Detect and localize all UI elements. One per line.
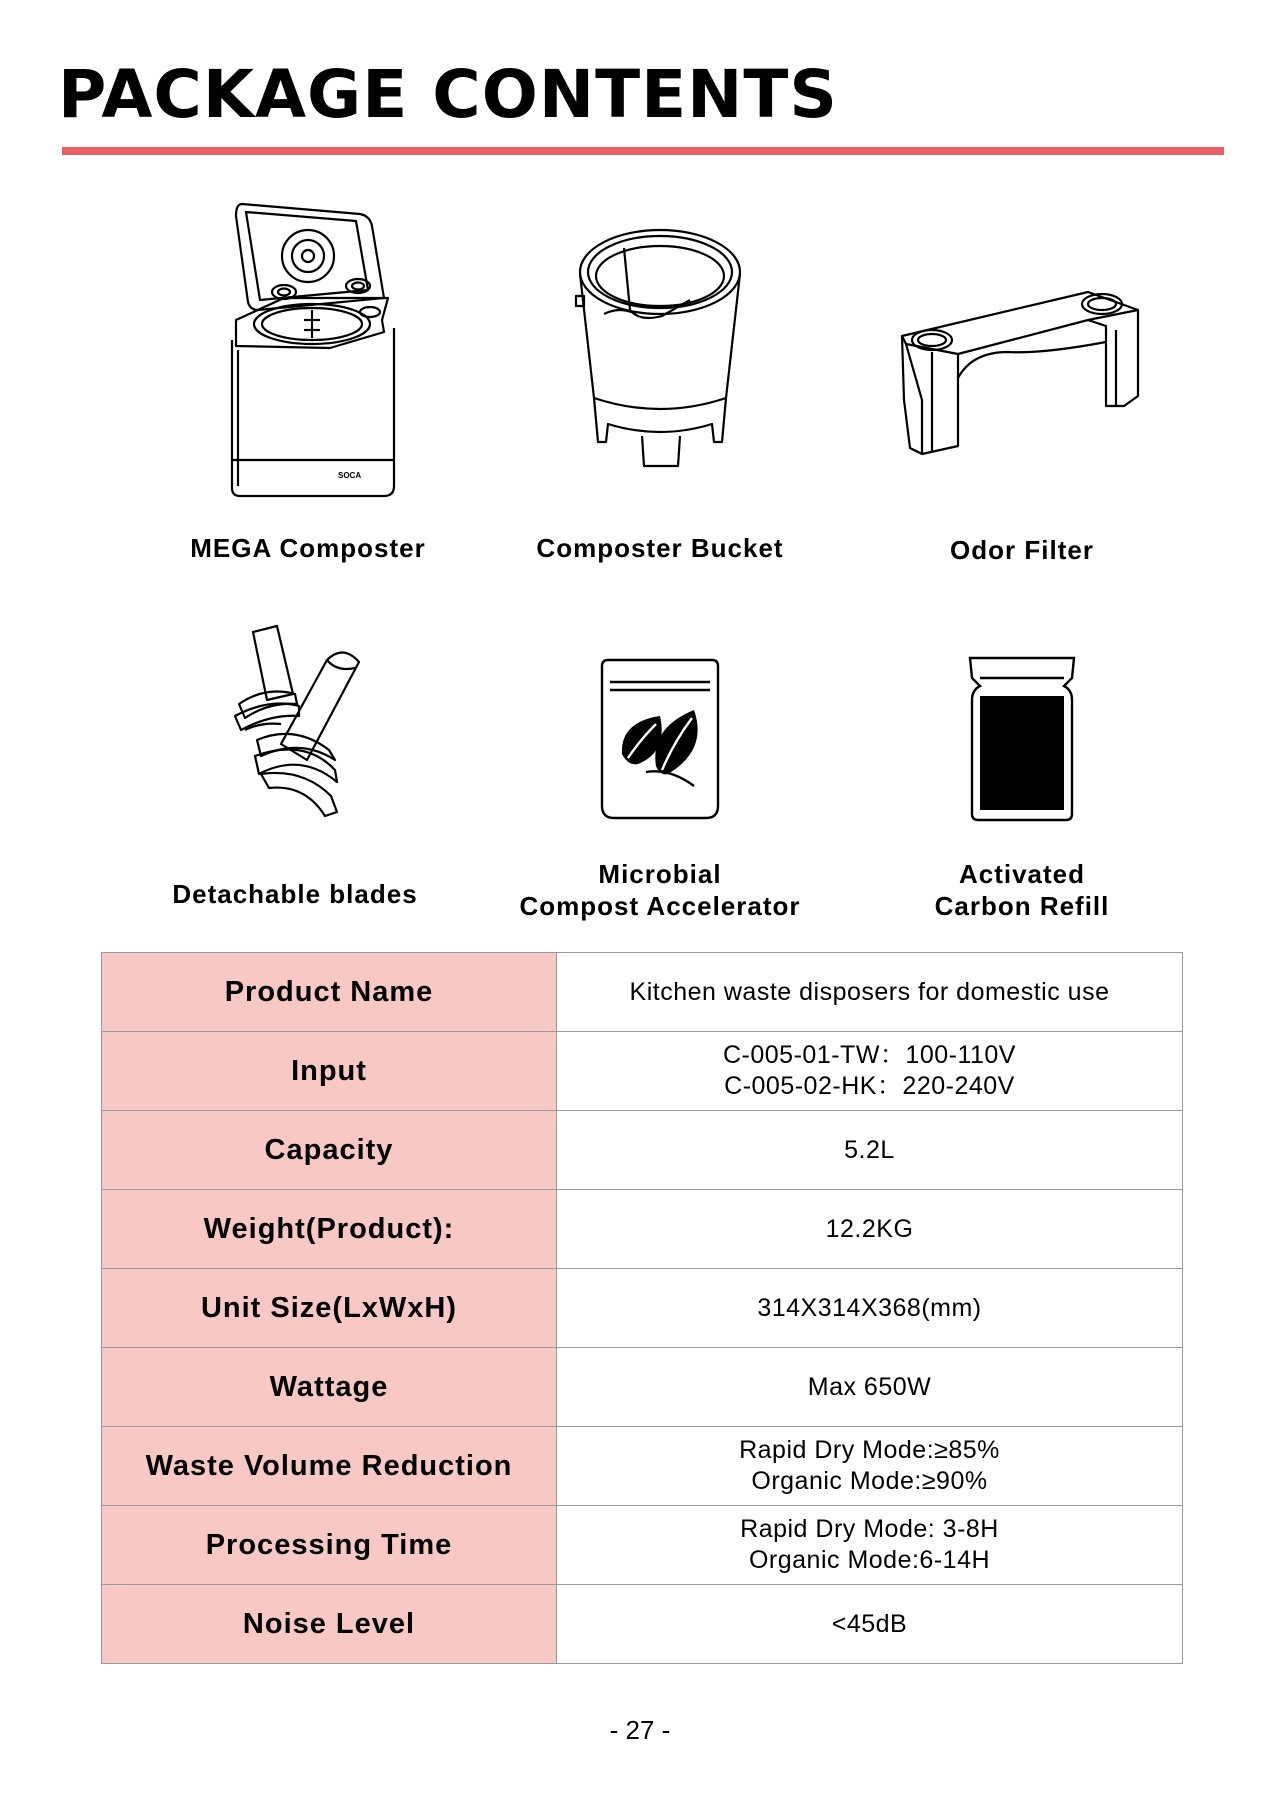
spec-value	[557, 1032, 1183, 1111]
spec-row-weight	[102, 1190, 1183, 1269]
spec-value-line: 314X314X368(mm)	[757, 1293, 982, 1322]
spec-value-line: C-005-01-TW：100-110V	[723, 1041, 1016, 1069]
spec-row-capacity	[102, 1111, 1183, 1190]
spec-value	[557, 1348, 1183, 1427]
item-label-line-2: Compost Accelerator	[519, 891, 801, 921]
spec-value-line: Rapid Dry Mode: 3-8H	[740, 1515, 999, 1543]
spec-row-waste-volume-reduction	[102, 1427, 1183, 1506]
spec-value-line: <45dB	[831, 1609, 908, 1638]
spec-key: Noise Level	[102, 1585, 557, 1664]
item-label-mega-composter: MEGA Composter	[190, 533, 426, 563]
spec-key: Capacity	[102, 1111, 557, 1190]
item-label-compost-accelerator	[480, 858, 840, 922]
spec-row-product-name	[102, 953, 1183, 1032]
spec-key: Weight(Product):	[102, 1190, 557, 1269]
spec-value	[557, 1585, 1183, 1664]
spec-value-line: C-005-02-HK：220-240V	[724, 1072, 1015, 1100]
leaf-pouch-icon	[590, 656, 730, 824]
odor-filter-icon	[892, 280, 1152, 470]
item-label-line-1: Activated	[958, 859, 1086, 889]
spec-value-line: Organic Mode:≥90%	[751, 1467, 988, 1495]
bucket-icon	[550, 210, 770, 480]
spec-row-wattage	[102, 1348, 1183, 1427]
spec-key: Processing Time	[102, 1506, 557, 1585]
spec-value	[557, 1111, 1183, 1190]
spec-row-processing-time	[102, 1506, 1183, 1585]
blades-icon	[185, 620, 405, 830]
item-label-odor-filter: Odor Filter	[950, 535, 1094, 565]
spec-key: Waste Volume Reduction	[102, 1427, 557, 1506]
page-title: PACKAGE CONTENTS	[58, 56, 838, 133]
spec-value	[557, 1190, 1183, 1269]
item-label-carbon-refill	[842, 858, 1202, 922]
spec-row-input	[102, 1032, 1183, 1111]
spec-value-line: 5.2L	[844, 1135, 895, 1164]
spec-value	[557, 1427, 1183, 1506]
spec-value-line: Rapid Dry Mode:≥85%	[739, 1436, 1000, 1464]
item-detachable-blades	[115, 620, 475, 830]
item-composter-bucket	[480, 210, 840, 480]
composter-logo: SOCA	[338, 471, 362, 480]
spec-key: Unit Size(LxWxH)	[102, 1269, 557, 1348]
spec-value	[557, 953, 1183, 1032]
item-compost-accelerator	[480, 656, 840, 824]
spec-value	[557, 1506, 1183, 1585]
spec-value-line: Kitchen waste disposers for domestic use	[629, 977, 1110, 1006]
spec-value-line: Max 650W	[807, 1372, 932, 1401]
item-odor-filter	[842, 280, 1202, 470]
spec-key: Product Name	[102, 953, 557, 1032]
spec-value	[557, 1269, 1183, 1348]
spec-table	[101, 952, 1183, 1664]
item-label-composter-bucket: Composter Bucket	[536, 533, 784, 563]
composter-icon	[188, 190, 428, 510]
spec-row-noise-level	[102, 1585, 1183, 1664]
spec-value-line: 12.2KG	[825, 1214, 914, 1243]
spec-key: Wattage	[102, 1348, 557, 1427]
spec-value-line: Organic Mode:6-14H	[748, 1546, 991, 1574]
title-underline	[62, 147, 1224, 155]
item-carbon-refill	[842, 654, 1202, 824]
carbon-pouch-icon	[962, 654, 1082, 824]
page-number: - 27 -	[609, 1715, 671, 1745]
item-label-line-1: Microbial	[598, 859, 722, 889]
spec-row-unit-size	[102, 1269, 1183, 1348]
item-label-detachable-blades: Detachable blades	[172, 879, 418, 909]
item-mega-composter	[128, 190, 488, 510]
spec-key: Input	[102, 1032, 557, 1111]
item-label-line-2: Carbon Refill	[934, 891, 1110, 921]
